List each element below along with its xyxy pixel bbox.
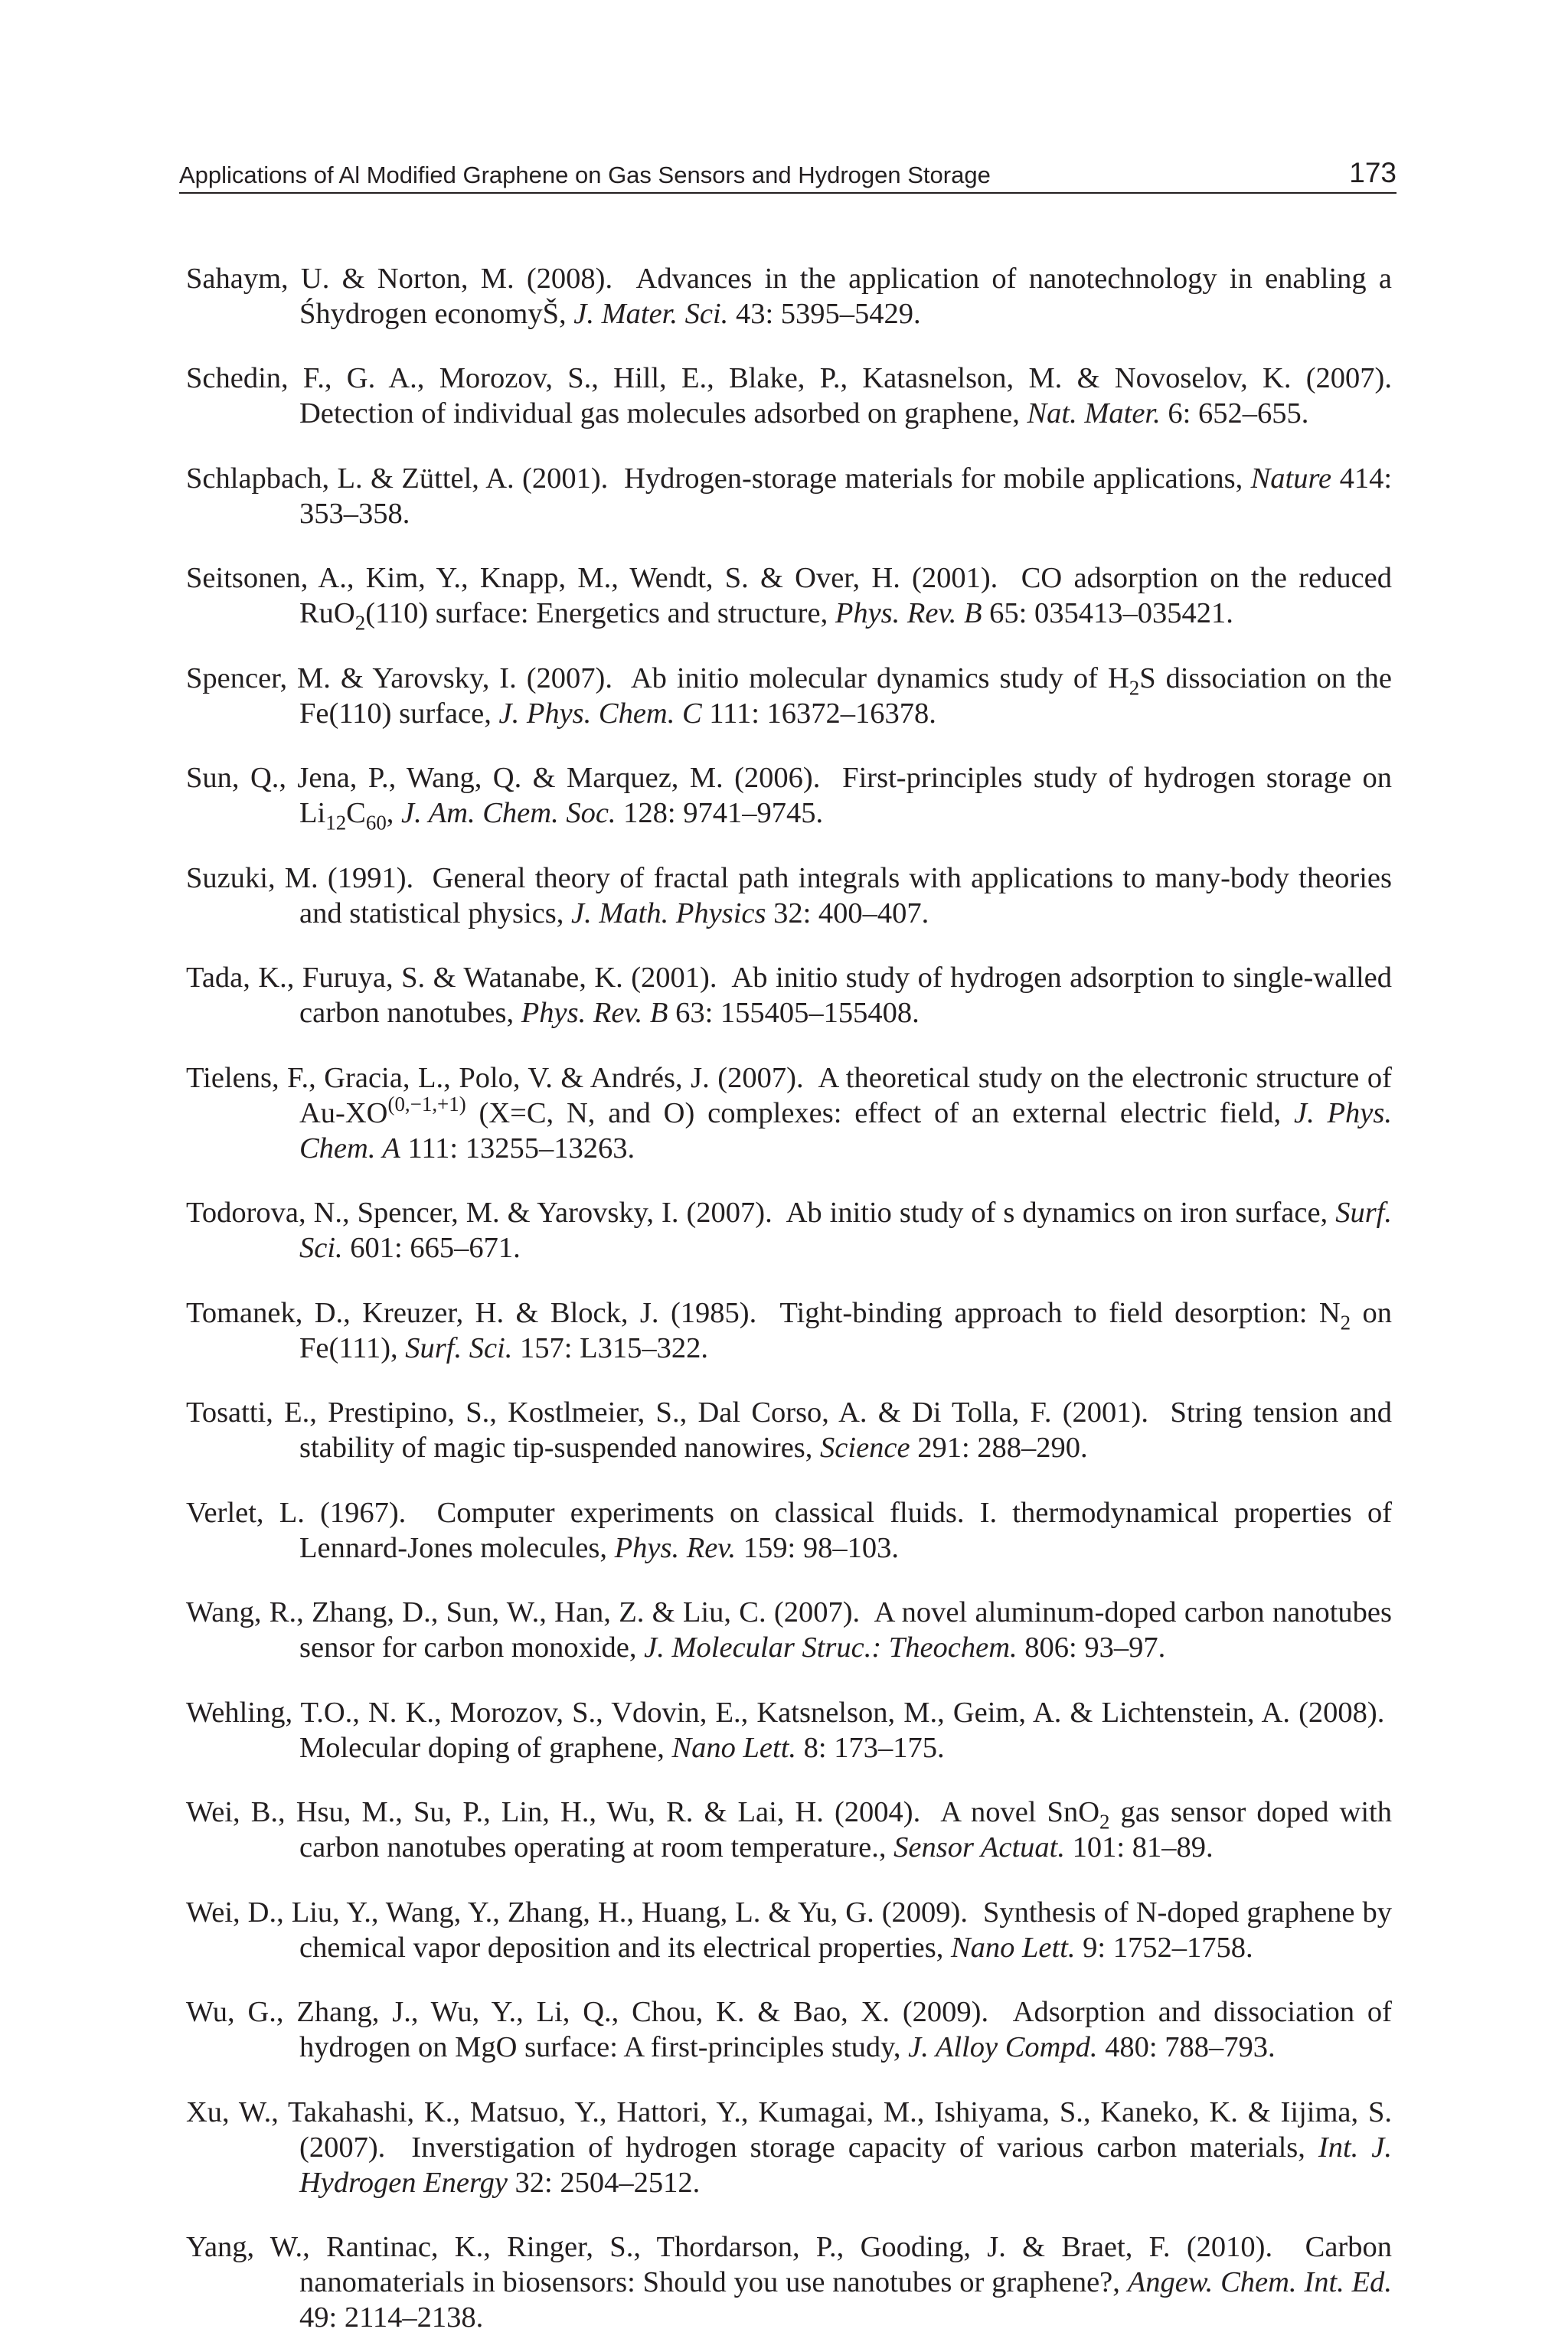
reference-entry [186, 261, 1392, 332]
ref-title: Ab initio study of s dynamics on iron surface, [786, 1197, 1328, 1229]
running-title: Applications of Al Modified Graphene on Gas Sensors and Hydrogen Storage [179, 162, 991, 188]
ref-journal: Phys. Rev. B [521, 997, 668, 1029]
ref-title: Advances in the application of nanotechnology in enabling a Śhydrogen economyŠ, [299, 262, 1392, 330]
ref-title: Ab initio molecular dynamics study of $H_2S$ dissociation on the Fe(110) surface, [299, 661, 1392, 730]
running-header [179, 157, 1396, 194]
ref-authors: Wang, R., Zhang, D., Sun, W., Han, Z. & Liu, C. (2007). [186, 1596, 861, 1628]
ref-title: Computer experiments on classical fluids. I. thermodynamical properties of Lennard-Jones molecules, [299, 1496, 1393, 1564]
ref-authors: Schlapbach, L. & Züttel, A. (2001). [186, 462, 609, 495]
ref-authors: Xu, W., Takahashi, K., Matsuo, Y., Hattori, Y., Kumagai, M., Ishiyama, S., Kaneko, K. & Iijima, S. (2007). [186, 2095, 1392, 2164]
ref-authors: Tosatti, E., Prestipino, S., Kostlmeier, S., Dal Corso, A. & Di Tolla, F. (2001). [186, 1396, 1148, 1429]
reference-list [186, 231, 1392, 2342]
ref-details: 480: 788–793. [1105, 2031, 1276, 2063]
ref-title: Tight-binding approach to field desorption: $N_2$ on Fe(111), [299, 1296, 1393, 1364]
ref-journal: Angew. Chem. Int. Ed. [1127, 2266, 1392, 2298]
ref-journal: J. Phys. Chem. C [498, 697, 702, 730]
reference-entry [186, 1295, 1392, 1366]
reference-entry [186, 361, 1392, 431]
ref-authors: Sahaym, U. & Norton, M. (2008). [186, 262, 613, 295]
ref-details: 111: 16372–16378. [709, 697, 936, 730]
ref-journal: Nano Lett. [671, 1731, 797, 1764]
ref-title: Ab initio study of hydrogen adsorption to single-walled carbon nanotubes, [299, 962, 1392, 1029]
ref-details: 8: 173–175. [803, 1731, 945, 1764]
ref-authors: Verlet, L. (1967). [186, 1496, 407, 1529]
ref-details: 63: 155405–155408. [675, 997, 920, 1029]
ref-journal: Phys. Rev. [614, 1531, 737, 1564]
ref-journal: J. Am. Chem. Soc. [401, 797, 616, 829]
ref-title: A novel SnO$_2$ gas sensor doped with carbon nanotubes operating at room temperature., [299, 1796, 1392, 1863]
ref-title: Adsorption and dissociation of hydrogen on MgO surface: A first-principles study, [299, 1996, 1392, 2063]
ref-details: 806: 93–97. [1024, 1632, 1166, 1664]
ref-journal: Sensor Actuat. [893, 1831, 1065, 1863]
ref-details: 157: L315–322. [520, 1331, 708, 1364]
ref-authors: Todorova, N., Spencer, M. & Yarovsky, I. (2007). [186, 1197, 773, 1229]
ref-journal: Science [820, 1432, 910, 1464]
ref-journal: Nano Lett. [950, 1931, 1076, 1964]
ref-title: Hydrogen-storage materials for mobile applications, [624, 462, 1243, 495]
ref-journal: Nat. Mater. [1027, 397, 1161, 430]
ref-authors: Spencer, M. & Yarovsky, I. (2007). [186, 661, 612, 694]
ref-title: First-principles study of hydrogen storage on $Li_{12}C_{60}$, [299, 762, 1393, 835]
ref-details: 43: 5395–5429. [735, 297, 921, 330]
page-number: 173 [1349, 157, 1396, 188]
reference-entry [186, 560, 1392, 635]
ref-authors: Seitsonen, A., Kim, Y., Knapp, M., Wendt, S. & Over, H. (2001). [186, 562, 998, 594]
ref-authors: Sun, Q., Jena, P., Wang, Q. & Marquez, M. (2006). [186, 762, 821, 794]
reference-entry [186, 960, 1392, 1031]
ref-journal: Nature [1250, 462, 1332, 495]
ref-details: 32: 400–407. [773, 897, 929, 929]
ref-details: 101: 81–89. [1072, 1831, 1214, 1863]
ref-journal: Surf. Sci. [405, 1331, 513, 1364]
ref-title: String tension and stability of magic tip-suspended nanowires, [299, 1396, 1392, 1464]
reference-entry [186, 760, 1393, 835]
ref-authors: Tada, K., Furuya, S. & Watanabe, K. (2001). [186, 962, 717, 994]
ref-journal: J. Alloy Compd. [908, 2031, 1098, 2063]
reference-entry [186, 1195, 1392, 1266]
ref-authors: Suzuki, M. (1991). [186, 861, 414, 894]
reference-entry [186, 661, 1392, 731]
reference-entry [186, 2095, 1392, 2200]
ref-details: 291: 288–290. [917, 1432, 1088, 1464]
ref-title: Molecular doping of graphene, [299, 1731, 665, 1764]
ref-journal: J. Molecular Struc.: Theochem. [644, 1632, 1018, 1664]
ref-title: Carbon nanomaterials in biosensors: Should you use nanotubes or graphene?, [299, 2231, 1392, 2298]
ref-details: 6: 652–655. [1168, 397, 1309, 430]
ref-journal: J. Math. Physics [571, 897, 766, 929]
ref-journal: Phys. Rev. B [835, 597, 982, 629]
ref-title: Inverstigation of hydrogen storage capacity of various carbon materials, [411, 2131, 1305, 2164]
ref-title: Detection of individual gas molecules adsorbed on graphene, [299, 397, 1020, 430]
ref-authors: Wei, D., Liu, Y., Wang, Y., Zhang, H., Huang, L. & Yu, G. (2009). [186, 1896, 968, 1929]
reference-entry [186, 1595, 1392, 1665]
ref-title: CO adsorption on the reduced RuO$_2$(110) surface: Energetics and structure, [299, 562, 1392, 635]
ref-details: 159: 98–103. [743, 1531, 899, 1564]
ref-journal: Surf. Sci. [299, 1197, 1392, 1264]
ref-details: 128: 9741–9745. [623, 797, 824, 829]
ref-details: 111: 13255–13263. [407, 1132, 635, 1164]
ref-authors: Wei, B., Hsu, M., Su, P., Lin, H., Wu, R. & Lai, H. (2004). [186, 1796, 921, 1828]
ref-authors: Tomanek, D., Kreuzer, H. & Block, J. (1985). [186, 1296, 757, 1329]
reference-entry [186, 2229, 1392, 2335]
ref-details: 49: 2114–2138. [299, 2301, 484, 2334]
reference-entry [186, 1695, 1392, 1765]
ref-details: 65: 035413–035421. [989, 597, 1233, 629]
ref-authors: Wehling, T.O., N. K., Morozov, S., Vdovin, E., Katsnelson, M., Geim, A. & Lichtenstein, A. (2008). [186, 1696, 1385, 1729]
reference-entry [186, 861, 1392, 931]
reference-entry [186, 1060, 1392, 1166]
ref-authors: Tielens, F., Gracia, L., Polo, V. & Andrés, J. (2007). [186, 1061, 804, 1094]
ref-journal: J. Mater. Sci. [573, 297, 729, 330]
ref-authors: Yang, W., Rantinac, K., Ringer, S., Thordarson, P., Gooding, J. & Braet, F. (2010). [186, 2231, 1273, 2263]
ref-journal: Int. J. Hydrogen Energy [299, 2131, 1393, 2199]
reference-entry [186, 1895, 1392, 1965]
ref-title: A theoretical study on the electronic structure of $Au-XO^{(0,-1,+1)}$ (X=C, N, and O) complexes: effect of an external electric field, [299, 1061, 1392, 1129]
ref-authors: Schedin, F., G. A., Morozov, S., Hill, E., Blake, P., Katasnelson, M. & Novoselov, K. (2007). [186, 362, 1392, 394]
reference-entry [186, 1795, 1392, 1865]
ref-title: General theory of fractal path integrals with applications to many-body theories and statistical physics, [299, 861, 1392, 929]
reference-entry [186, 1994, 1392, 2065]
ref-journal: J. Phys. Chem. A [299, 1096, 1392, 1164]
reference-entry [186, 461, 1392, 531]
ref-details: 414: 353–358. [299, 462, 1393, 530]
ref-details: 601: 665–671. [350, 1232, 521, 1264]
reference-entry [186, 1495, 1392, 1566]
ref-details: 9: 1752–1758. [1083, 1931, 1253, 1964]
ref-details: 32: 2504–2512. [514, 2166, 701, 2199]
ref-title: A novel aluminum-doped carbon nanotubes sensor for carbon monoxide, [299, 1596, 1392, 1664]
ref-authors: Wu, G., Zhang, J., Wu, Y., Li, Q., Chou, K. & Bao, X. (2009). [186, 1996, 989, 2028]
reference-entry [186, 1395, 1392, 1465]
ref-title: Synthesis of N-doped graphene by chemical vapor deposition and its electrical properties, [299, 1896, 1392, 1964]
